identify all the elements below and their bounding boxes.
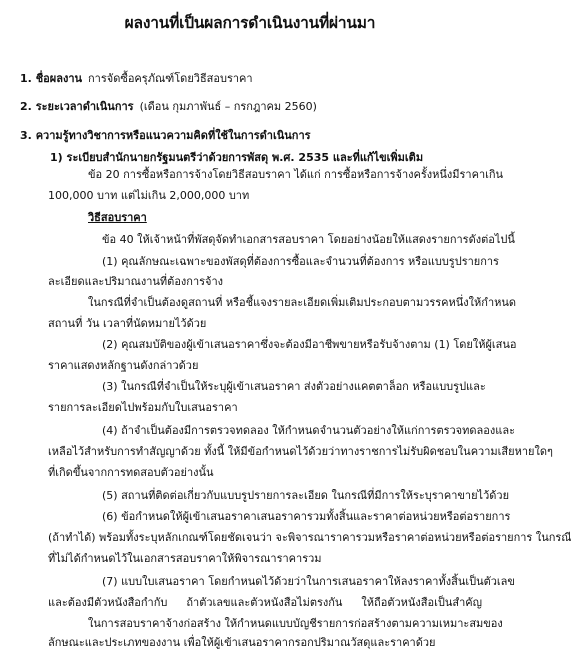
paragraph-2-line: ราคาแสดงหลักฐานดังกล่าวด้วย <box>48 359 199 372</box>
paragraph-7-line: และต้องมีตัวหนังสือกำกับ ถ้าตัวเลขและตัวหนังสือไม่ตรงกัน ให้ถือตัวหนังสือเป็นสำคัญ <box>48 596 482 609</box>
item-1-row <box>20 72 482 86</box>
paragraph-1-line: สถานที่ วัน เวลาที่นัดหมายไว้ด้วย <box>48 317 207 330</box>
paragraph-6-line: ที่ไม่ได้กำหนดไว้ในเอกสารสอบราคาให้พิจารณาราคารวม <box>48 552 322 565</box>
item-2-row <box>20 100 482 114</box>
clause-40-line: ข้อ 40 ให้เจ้าหน้าที่พัสดุจัดทำเอกสารสอบราคา โดยอย่างน้อยให้แสดงรายการดังต่อไปนี้ <box>102 233 515 246</box>
item-3-number: 3. <box>20 129 32 142</box>
paragraph-1-line: ในกรณีที่จำเป็นต้องดูสถานที่ หรือชี้แจงรายละเอียดเพิ่มเติมประกอบตามวรรคหนึ่งให้กำหนด <box>88 296 517 309</box>
paragraph-3-line: (3) ในกรณีที่จำเป็นให้ระบุผู้เข้าเสนอราคา ส่งตัวอย่างแคตตาล็อก หรือแบบรูปและ <box>102 380 486 393</box>
item-1-label: ชื่อผลงาน <box>35 72 83 85</box>
paragraph-4-line: (4) ถ้าจำเป็นต้องมีการตรวจทดลอง ให้กำหนดจำนวนตัวอย่างให้แก่การตรวจทดลองและ <box>102 424 515 437</box>
clause-20-line: ข้อ 20 การซื้อหรือการจ้างโดยวิธีสอบราคา ได้แก่ การซื้อหรือการจ้างครั้งหนึ่งมีราคาเกิน <box>88 168 504 181</box>
subitem-1-number: 1) <box>50 151 63 164</box>
item-2-label: ระยะเวลาดำเนินการ <box>35 100 134 113</box>
item-1-value: การจัดซื้อครุภัณฑ์โดยวิธีสอบราคา <box>88 72 253 85</box>
paragraph-6-line: (ถ้าทำได้) พร้อมทั้งระบุหลักเกณฑ์โดยชัดเจนว่า จะพิจารณาราคารวมหรือราคาต่อหน่วยหรือต่อรายการ ในกรณี <box>48 531 572 544</box>
paragraph-5-line: (5) สถานที่ติดต่อเกี่ยวกับแบบรูปรายการละเอียด ในกรณีที่มีการให้ระบุราคาขายไว้ด้วย <box>102 489 510 502</box>
paragraph-4-line: ที่เกิดขึ้นจากการทดสอบตัวอย่างนั้น <box>48 466 214 479</box>
paragraph-2-line: (2) คุณสมบัติของผู้เข้าเสนอราคาซึ่งจะต้องมีอาชีพขายหรือรับจ้างตาม (1) โดยให้ผู้เสนอ <box>102 338 517 351</box>
paragraph-7-line: ลักษณะและประเภทของงาน เพื่อให้ผู้เข้าเสนอราคากรอกปริมาณวัสดุและราคาด้วย <box>48 636 436 649</box>
page-title: ผลงานที่เป็นผลการดำเนินงานที่ผ่านมา <box>124 14 376 32</box>
paragraph-6-line: (6) ข้อกำหนดให้ผู้เข้าเสนอราคาเสนอราคารวมทั้งสิ้นและราคาต่อหน่วยหรือต่อรายการ <box>102 510 511 523</box>
paragraph-1-line: (1) คุณลักษณะเฉพาะของพัสดุที่ต้องการซื้อและจำนวนที่ต้องการ หรือแบบรูปรายการ <box>102 255 499 268</box>
clause-20-line: 100,000 บาท แต่ไม่เกิน 2,000,000 บาท <box>48 189 250 202</box>
item-3-row <box>20 129 482 143</box>
paragraph-3-line: รายการละเอียดไปพร้อมกับใบเสนอราคา <box>48 401 238 414</box>
subitem-1-row <box>50 151 482 165</box>
item-3-label: ความรู้ทางวิชาการหรือแนวความคิดที่ใช้ในการดำเนินการ <box>35 129 311 142</box>
item-2-value: (เดือน กุมภาพันธ์ – กรกฎาคม 2560) <box>139 100 317 113</box>
paragraph-1-line: ละเอียดและปริมาณงานที่ต้องการจ้าง <box>48 275 224 288</box>
subitem-1-text: ระเบียบสำนักนายกรัฐมนตรีว่าด้วยการพัสดุ พ.ศ. 2535 และที่แก้ไขเพิ่มเติม <box>66 151 424 164</box>
method-heading: วิธีสอบราคา <box>88 211 147 224</box>
item-2-number: 2. <box>20 100 32 113</box>
item-1-number: 1. <box>20 72 32 85</box>
paragraph-4-line: เหลือไว้สำหรับการทำสัญญาด้วย ทั้งนี้ ให้มีข้อกำหนดไว้ด้วยว่าทางราชการไม่รับผิดชอบในความเสียหายใดๆ <box>48 445 553 458</box>
paragraph-7-line: ในการสอบราคาจ้างก่อสร้าง ให้กำหนดแบบบัญชีรายการก่อสร้างตามความเหมาะสมของ <box>88 617 503 630</box>
paragraph-7-line: (7) แบบใบเสนอราคา โดยกำหนดไว้ด้วยว่าในการเสนอราคาให้ลงราคาทั้งสิ้นเป็นตัวเลข <box>102 575 515 588</box>
